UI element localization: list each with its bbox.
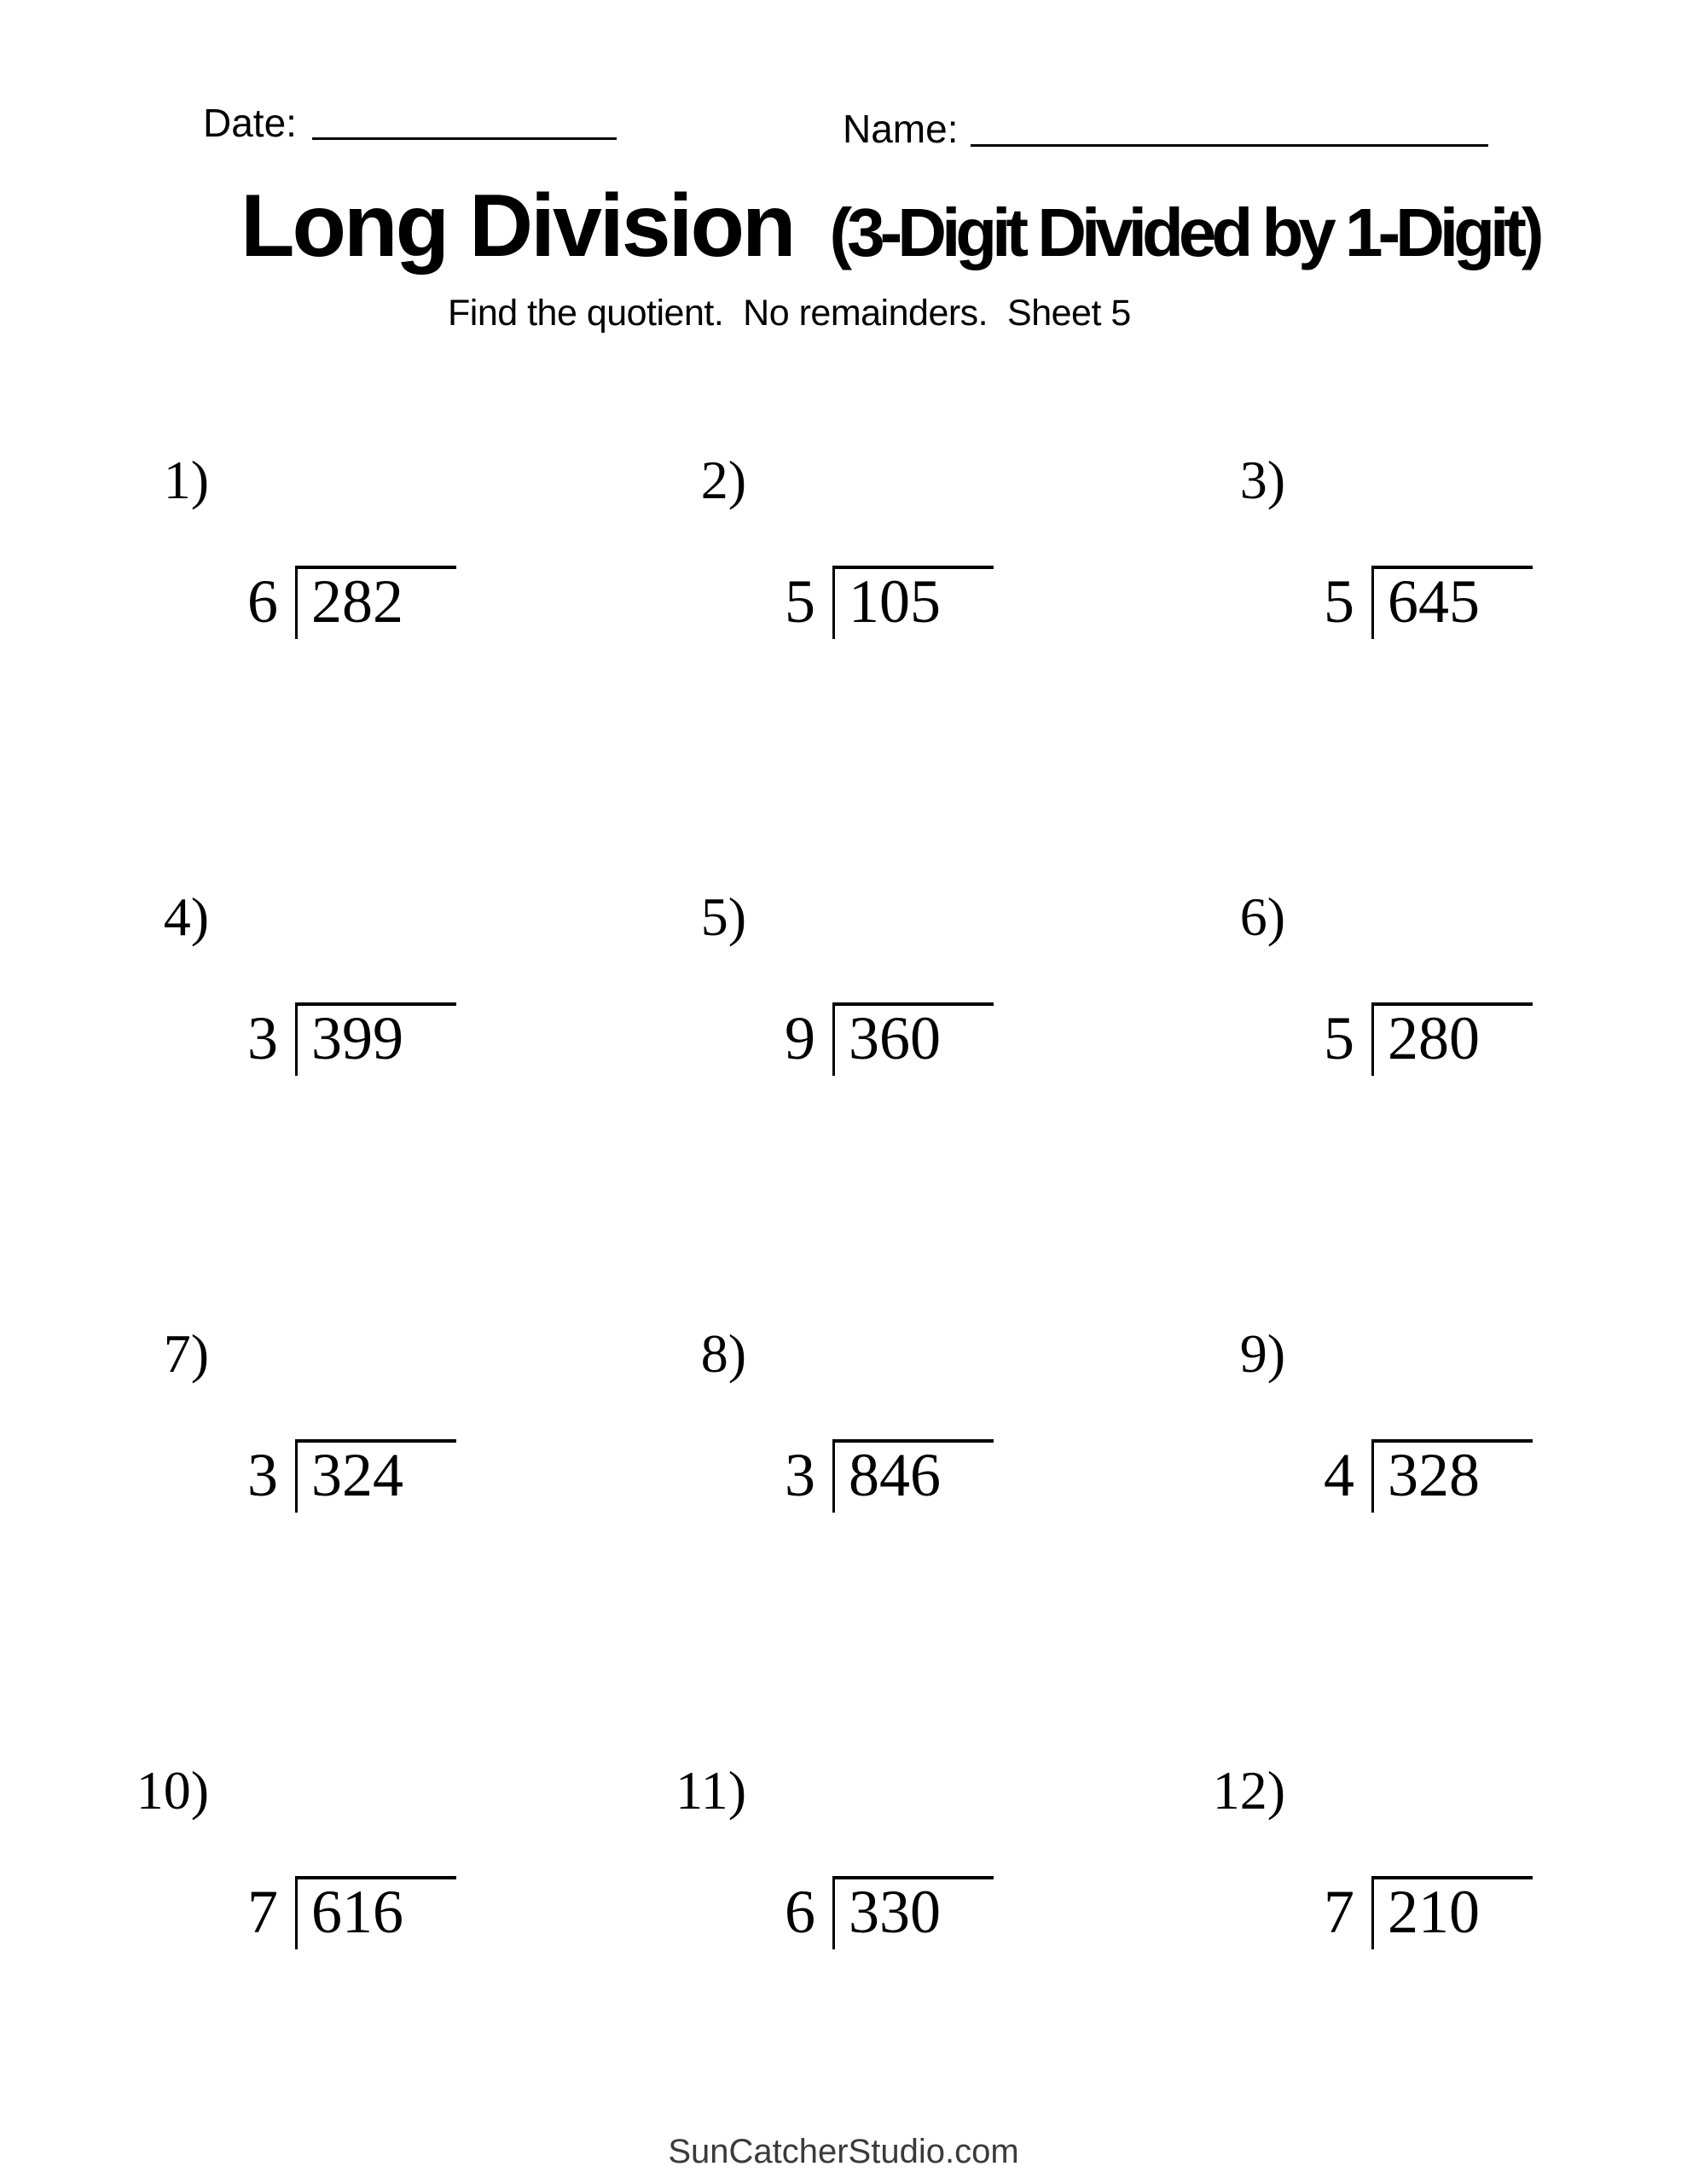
dividend: 616 — [311, 1878, 403, 1946]
problem-item — [158, 1323, 695, 1548]
division-expression — [746, 1439, 994, 1513]
division-bracket — [1371, 1876, 1533, 1949]
problem-item — [136, 1760, 695, 1985]
title-qualifier: (3-Digit Divided by 1-Digit) — [829, 195, 1539, 270]
date-label: Date: — [203, 101, 297, 145]
division-bracket — [832, 566, 994, 639]
problem-number: 6) — [1239, 886, 1285, 947]
dividend: 846 — [849, 1441, 941, 1509]
problem-item — [695, 450, 1232, 675]
problem-item — [1234, 450, 1687, 675]
problem-number: 5) — [700, 886, 746, 947]
problem-number: 7) — [163, 1323, 209, 1384]
division-bracket — [832, 1002, 994, 1076]
divisor: 3 — [785, 1441, 815, 1509]
division-bracket — [832, 1439, 994, 1513]
division-expression — [209, 1439, 456, 1513]
divisor: 4 — [1324, 1441, 1354, 1509]
divisor: 5 — [1324, 1004, 1354, 1072]
division-expression — [209, 1876, 456, 1949]
division-bracket — [295, 1002, 456, 1076]
divisor: 3 — [247, 1004, 278, 1072]
divisor: 6 — [247, 567, 278, 636]
problem-number: 3) — [1239, 450, 1285, 510]
division-bracket — [295, 1876, 456, 1949]
division-expression — [1285, 1439, 1533, 1513]
problem-number: 8) — [700, 1323, 746, 1384]
division-bracket — [1371, 1002, 1533, 1076]
name-fill-in-line — [971, 144, 1488, 147]
divisor: 3 — [247, 1441, 278, 1509]
page-title — [241, 177, 1539, 276]
divisor: 7 — [1324, 1878, 1354, 1946]
division-bracket — [295, 1439, 456, 1513]
problem-item — [675, 1760, 1232, 1985]
problem-item — [1212, 1760, 1687, 1985]
dividend: 328 — [1388, 1441, 1480, 1509]
divisor: 5 — [785, 567, 815, 636]
division-expression — [746, 1876, 994, 1949]
dividend: 210 — [1388, 1878, 1480, 1946]
division-expression — [1285, 1002, 1533, 1076]
dividend: 399 — [311, 1004, 403, 1072]
problem-number: 12) — [1212, 1760, 1285, 1821]
problem-number: 11) — [675, 1760, 746, 1821]
divisor: 6 — [785, 1878, 815, 1946]
problem-item — [695, 1323, 1232, 1548]
site-credit: SunCatcherStudio.com — [668, 2133, 1019, 2170]
problem-item — [1234, 886, 1687, 1112]
problem-number: 1) — [163, 450, 209, 510]
dividend: 360 — [849, 1004, 941, 1072]
problem-number: 2) — [700, 450, 746, 510]
division-expression — [1285, 566, 1533, 639]
division-expression — [746, 1002, 994, 1076]
division-expression — [209, 566, 456, 639]
name-label: Name: — [843, 107, 959, 151]
division-expression — [209, 1002, 456, 1076]
division-bracket — [832, 1876, 994, 1949]
division-expression — [1285, 1876, 1533, 1949]
title-main: Long Division — [241, 177, 794, 276]
dividend: 330 — [849, 1878, 941, 1946]
date-fill-in-line — [312, 137, 617, 140]
division-bracket — [295, 566, 456, 639]
dividend: 280 — [1388, 1004, 1480, 1072]
division-bracket — [1371, 566, 1533, 639]
dividend: 645 — [1388, 567, 1480, 636]
problem-item — [695, 886, 1232, 1112]
dividend: 324 — [311, 1441, 403, 1509]
problem-item — [158, 886, 695, 1112]
problem-number: 4) — [163, 886, 209, 947]
division-expression — [746, 566, 994, 639]
worksheet-instructions: Find the quotient. No remainders. Sheet 5 — [448, 293, 1131, 334]
problem-number: 10) — [136, 1760, 209, 1821]
problem-number: 9) — [1239, 1323, 1285, 1384]
divisor: 7 — [247, 1878, 278, 1946]
division-bracket — [1371, 1439, 1533, 1513]
dividend: 282 — [311, 567, 403, 636]
problem-item — [158, 450, 695, 675]
problem-item — [1234, 1323, 1687, 1548]
dividend: 105 — [849, 567, 941, 636]
divisor: 5 — [1324, 567, 1354, 636]
divisor: 9 — [785, 1004, 815, 1072]
